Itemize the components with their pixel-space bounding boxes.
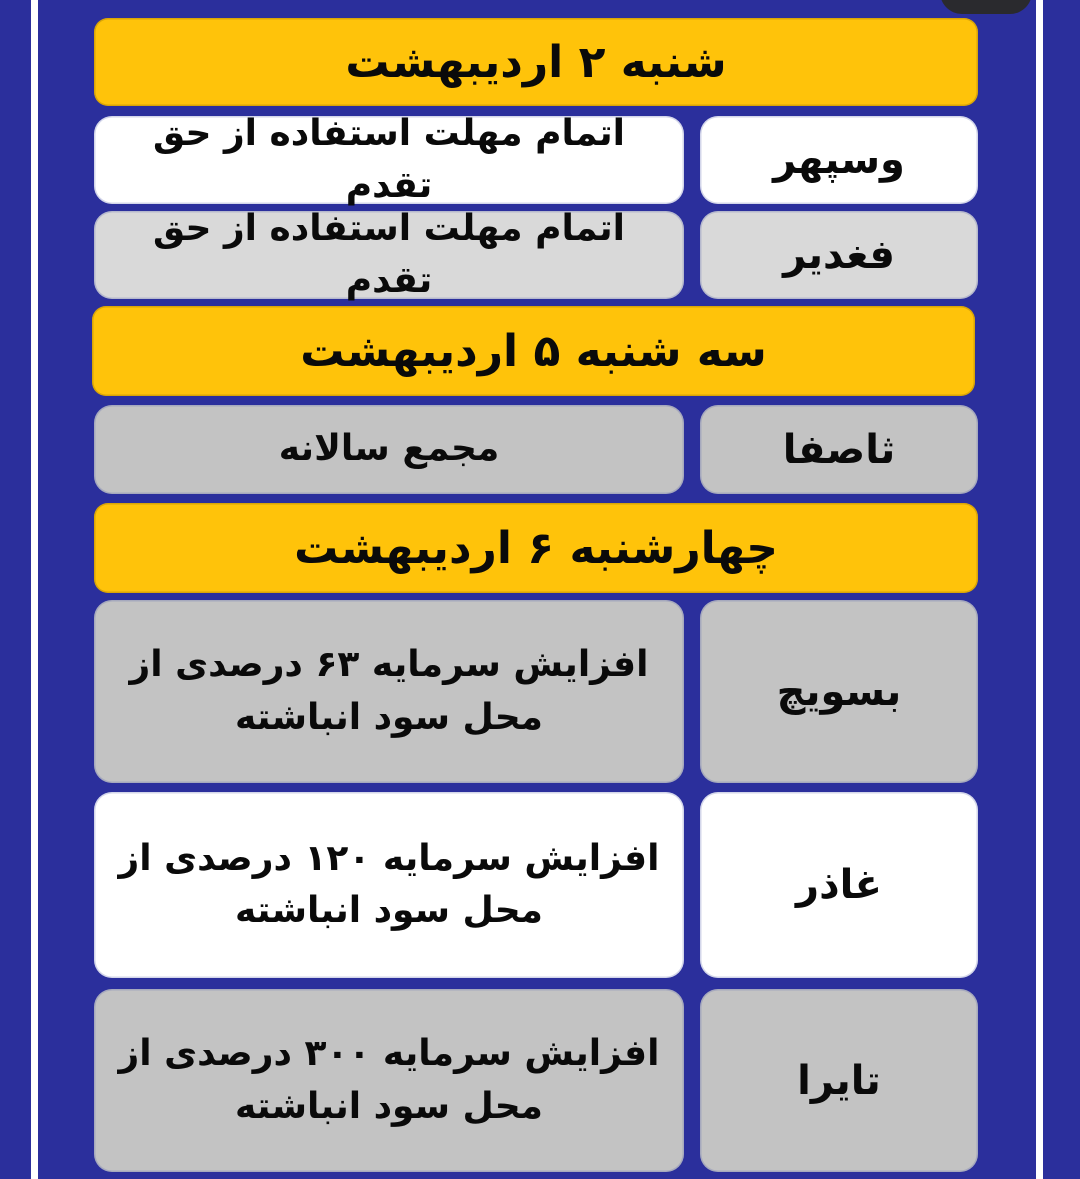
table-row: [94, 989, 978, 1172]
event-cell: [94, 112, 684, 206]
day-header: [92, 306, 975, 396]
day-header-text: چهارشنبه ۶ اردیبهشت: [294, 522, 778, 574]
symbol-cell: [700, 116, 978, 204]
right-frame-line: [1036, 0, 1043, 1179]
symbol-text: وسپهر: [773, 137, 905, 183]
event-text: افزایش سرمایه ۳۰۰ درصدی از محل سود انباشته: [118, 1033, 660, 1127]
table-row: [94, 405, 978, 494]
overlay-pill: [940, 0, 1032, 14]
symbol-cell: [700, 211, 978, 299]
day-header-text: شنبه ۲ اردیبهشت: [345, 36, 727, 88]
event-cell: [94, 792, 684, 978]
day-header-text: سه شنبه ۵ اردیبهشت: [300, 325, 767, 377]
event-text: مجمع سالانه: [278, 428, 500, 470]
symbol-cell: [700, 600, 978, 783]
left-frame-line: [31, 0, 38, 1179]
symbol-cell: [700, 989, 978, 1172]
symbol-text: ثاصفا: [782, 426, 896, 473]
event-text: افزایش سرمایه ۶۳ درصدی از محل سود انباشته: [129, 644, 649, 738]
table-row: [94, 792, 978, 978]
table-row: [94, 600, 978, 783]
symbol-cell: [700, 792, 978, 978]
symbol-text: تایرا: [797, 1057, 881, 1104]
event-cell: [94, 989, 684, 1172]
event-text: افزایش سرمایه ۱۲۰ درصدی از محل سود انباشته: [118, 837, 660, 931]
event-text: اتمام مهلت استفاده از حق تقدم: [153, 207, 625, 301]
event-cell: [94, 207, 684, 301]
symbol-text: بسویچ: [776, 668, 902, 715]
symbol-text: غاذر: [796, 862, 882, 908]
event-cell: [94, 405, 684, 494]
day-header: [94, 18, 978, 106]
symbol-text: فغدیر: [783, 232, 895, 278]
event-cell: [94, 600, 684, 783]
table-row: [94, 112, 978, 206]
event-text: اتمام مهلت استفاده از حق تقدم: [153, 112, 625, 206]
day-header: [94, 503, 978, 593]
table-row: [94, 207, 978, 301]
symbol-cell: [700, 405, 978, 494]
